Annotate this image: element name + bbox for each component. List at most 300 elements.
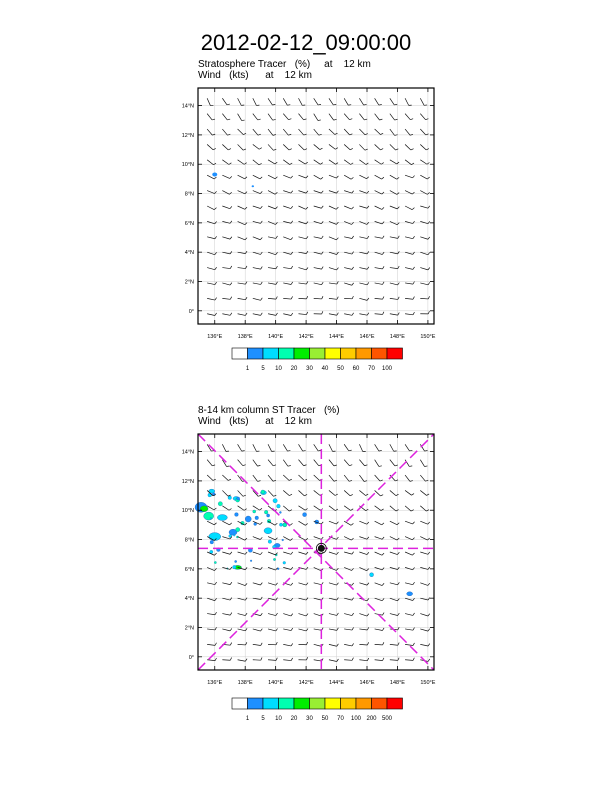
- wind-barb: [298, 160, 305, 164]
- wind-barb: [344, 175, 351, 179]
- wind-barb-flag: [398, 313, 400, 316]
- wind-barb: [222, 129, 227, 135]
- wind-barb: [329, 475, 334, 481]
- wind-barb: [207, 252, 215, 254]
- wind-barb: [298, 283, 306, 284]
- wind-barb: [344, 237, 352, 239]
- lat-tick-label: 2°N: [184, 279, 194, 286]
- wind-barb: [238, 444, 242, 451]
- wind-barb: [405, 644, 413, 645]
- wind-barb: [222, 629, 230, 631]
- wind-barb: [405, 98, 409, 105]
- wind-barb: [359, 490, 365, 495]
- wind-barb-flag: [382, 613, 384, 616]
- wind-barb: [314, 506, 321, 511]
- wind-barb: [238, 144, 244, 150]
- wind-barb: [314, 283, 322, 285]
- wind-barb-flag: [230, 643, 231, 646]
- tracer-contour: [283, 523, 287, 527]
- wind-barb-flag: [303, 451, 306, 452]
- wind-barb: [253, 475, 258, 481]
- colorbar-label: 1: [245, 366, 250, 372]
- wind-barb: [268, 583, 276, 585]
- wind-barb: [253, 444, 257, 451]
- tracer-contour: [252, 185, 254, 187]
- wind-barb: [268, 98, 272, 105]
- wind-barb: [298, 191, 306, 194]
- wind-barb: [283, 475, 289, 480]
- tracer-speck: [210, 518, 212, 520]
- wind-barb: [283, 252, 291, 254]
- wind-barb-flag: [289, 119, 292, 120]
- wind-barb-flag: [291, 206, 293, 208]
- wind-barb: [375, 660, 383, 661]
- wind-barb: [253, 191, 260, 194]
- wind-barb-flag: [229, 523, 231, 525]
- wind-barb: [405, 175, 413, 178]
- wind-barb: [268, 629, 276, 631]
- wind-barb-flag: [397, 177, 399, 179]
- center-marker: [318, 545, 325, 552]
- wind-barb: [405, 314, 413, 315]
- wind-barb-flag: [245, 613, 247, 615]
- wind-barb: [375, 129, 381, 135]
- wind-barb: [238, 283, 246, 284]
- wind-barb-flag: [230, 297, 231, 300]
- colorbar-swatch: [387, 698, 403, 709]
- wind-barb-flag: [260, 177, 262, 179]
- wind-barb: [344, 629, 352, 630]
- wind-barb-flag: [322, 236, 324, 239]
- wind-barb: [238, 314, 246, 316]
- colorbar-swatch: [356, 348, 372, 359]
- lat-tick-label: 12°N: [181, 478, 194, 485]
- wind-barb: [222, 567, 230, 569]
- wind-barb: [359, 268, 367, 270]
- wind-barb: [329, 129, 335, 134]
- wind-barb: [238, 552, 246, 554]
- wind-barb-flag: [410, 119, 413, 120]
- wind-barb-flag: [367, 614, 369, 616]
- lat-tick-label: 14°N: [181, 103, 194, 110]
- wind-barb: [420, 475, 425, 481]
- wind-barb: [359, 98, 363, 105]
- wind-barb: [375, 237, 383, 239]
- wind-barb: [314, 98, 318, 105]
- colorbar-label: 200: [366, 716, 377, 722]
- wind-barb: [390, 237, 398, 239]
- wind-barb: [314, 129, 319, 135]
- wind-barb: [238, 460, 243, 466]
- wind-barb: [344, 598, 352, 600]
- wind-barb-flag: [272, 104, 275, 105]
- wind-barb: [314, 475, 320, 480]
- tracer-speck: [214, 561, 216, 563]
- tracer-speck: [218, 502, 222, 506]
- wind-barb-flag: [288, 465, 291, 466]
- wind-barb-flag: [321, 191, 323, 193]
- wind-barb: [222, 583, 230, 585]
- wind-barb: [344, 206, 351, 209]
- wind-barb: [405, 598, 413, 600]
- wind-barb: [238, 644, 246, 645]
- tracer-speck: [273, 558, 275, 560]
- colorbar-swatch: [248, 348, 264, 359]
- wind-barb-flag: [321, 522, 323, 524]
- wind-barb: [329, 314, 337, 315]
- wind-barb-flag: [258, 119, 261, 120]
- wind-barb: [253, 206, 261, 208]
- wind-barb: [329, 444, 333, 451]
- wind-barb: [268, 160, 275, 164]
- wind-barb-flag: [428, 552, 430, 554]
- wind-barb: [222, 298, 230, 299]
- wind-barb: [253, 537, 260, 540]
- wind-barb-flag: [367, 583, 369, 585]
- wind-barb: [314, 221, 322, 223]
- wind-barb-flag: [276, 296, 277, 299]
- wind-barb-flag: [382, 236, 384, 239]
- wind-barb: [222, 506, 229, 510]
- wind-barb-flag: [243, 133, 246, 134]
- wind-barb: [253, 314, 261, 316]
- tracer-speck: [253, 510, 256, 513]
- wind-barb: [298, 490, 304, 495]
- wind-barb-flag: [367, 537, 369, 539]
- wind-barb-flag: [337, 252, 339, 254]
- wind-barb-flag: [230, 658, 231, 661]
- wind-barb: [283, 614, 291, 616]
- wind-barb: [420, 583, 428, 586]
- lon-tick-label: 148°E: [389, 334, 405, 340]
- wind-barb-flag: [260, 206, 262, 208]
- wind-barb-flag: [287, 451, 290, 452]
- colorbar-label: 70: [337, 716, 344, 722]
- wind-barb-flag: [213, 479, 216, 480]
- wind-barb-flag: [230, 628, 232, 630]
- wind-barb-flag: [215, 282, 217, 285]
- wind-barb: [375, 490, 381, 495]
- wind-barb-flag: [215, 598, 217, 600]
- wind-barb-flag: [245, 567, 247, 569]
- wind-barb: [344, 614, 352, 616]
- wind-barb: [329, 283, 337, 284]
- wind-barb: [375, 98, 379, 105]
- wind-barb: [344, 98, 348, 105]
- wind-barb: [314, 629, 322, 630]
- wind-barb: [268, 614, 276, 616]
- wind-barb-flag: [409, 450, 412, 451]
- wind-barb: [283, 444, 287, 451]
- wind-barb-flag: [412, 553, 414, 555]
- wind-barb-flag: [352, 552, 354, 554]
- wind-barb: [314, 160, 321, 165]
- wind-barb: [359, 144, 365, 150]
- wind-barb-flag: [425, 450, 428, 451]
- wind-barb: [268, 114, 273, 121]
- wind-barb: [238, 237, 245, 240]
- wind-barb-flag: [230, 313, 232, 316]
- wind-barb: [390, 567, 398, 569]
- wind-barb: [405, 660, 413, 661]
- wind-barb: [390, 283, 398, 285]
- wind-barb-flag: [273, 119, 276, 120]
- wind-barb-flag: [383, 266, 385, 269]
- wind-barb-flag: [382, 628, 384, 631]
- wind-barb-flag: [306, 296, 307, 299]
- colorbar-label: 60: [352, 366, 360, 372]
- wind-barb-flag: [367, 658, 368, 661]
- wind-barb: [375, 506, 381, 511]
- wind-barb: [268, 144, 273, 150]
- wind-barb: [359, 444, 362, 451]
- map-panel-column-st-tracer: [182, 434, 436, 686]
- tracer-speck: [235, 513, 239, 517]
- wind-barb: [420, 206, 428, 208]
- wind-barb: [283, 175, 290, 178]
- wind-barb: [390, 298, 398, 299]
- wind-barb: [405, 237, 413, 239]
- wind-barb-flag: [261, 313, 263, 316]
- wind-barb: [359, 460, 364, 466]
- wind-barb-flag: [349, 119, 352, 120]
- wind-barb: [359, 283, 367, 285]
- wind-barb: [238, 598, 246, 600]
- wind-barb-flag: [261, 643, 262, 646]
- wind-barb-flag: [245, 282, 247, 285]
- wind-barb-flag: [412, 494, 415, 496]
- wind-barb: [314, 614, 322, 617]
- wind-barb-flag: [246, 642, 247, 645]
- wind-barb-flag: [306, 281, 307, 284]
- wind-barb: [344, 114, 349, 120]
- wind-barb: [344, 144, 350, 149]
- wind-barb: [283, 660, 291, 661]
- wind-barb: [207, 475, 213, 480]
- wind-barb-flag: [428, 237, 430, 239]
- wind-barb: [283, 268, 291, 269]
- wind-barb: [420, 160, 427, 164]
- wind-barb-flag: [291, 583, 293, 585]
- wind-barb-flag: [215, 298, 217, 301]
- wind-barb: [253, 114, 258, 120]
- wind-barb: [298, 614, 306, 616]
- wind-barb: [207, 283, 215, 285]
- wind-barb-flag: [228, 149, 231, 150]
- wind-barb: [268, 252, 276, 254]
- wind-barb-flag: [413, 643, 414, 646]
- wind-barb: [283, 298, 291, 299]
- colorbar-label: 20: [290, 716, 298, 722]
- wind-barb: [298, 314, 306, 315]
- wind-barb-flag: [397, 162, 399, 164]
- wind-barb-flag: [291, 191, 293, 193]
- lon-tick-label: 146°E: [359, 680, 375, 686]
- wind-barb: [329, 298, 337, 299]
- wind-barb: [329, 252, 337, 254]
- wind-barb-flag: [306, 657, 307, 660]
- wind-barb-flag: [304, 149, 307, 150]
- lon-tick-label: 136°E: [207, 334, 223, 340]
- lon-tick-label: 146°E: [359, 334, 375, 340]
- wind-barb: [405, 298, 413, 299]
- wind-barb: [314, 237, 322, 239]
- wind-barb-flag: [333, 104, 336, 105]
- wind-barb: [329, 98, 333, 105]
- wind-barb: [268, 237, 276, 239]
- wind-barb-flag: [413, 598, 415, 600]
- tracer-speck: [264, 510, 268, 514]
- wind-barb-flag: [395, 119, 398, 120]
- lat-tick-label: 8°N: [184, 191, 194, 198]
- wind-barb-flag: [318, 104, 321, 105]
- tracer-contour: [204, 512, 214, 520]
- wind-barb-flag: [230, 582, 232, 584]
- colorbar-swatch: [294, 698, 310, 709]
- colorbar-swatch: [232, 348, 248, 359]
- lat-tick-label: 6°N: [184, 566, 194, 573]
- wind-barb: [298, 175, 305, 178]
- wind-barb: [253, 283, 261, 284]
- wind-barb-flag: [291, 552, 293, 554]
- wind-barb-flag: [337, 613, 339, 615]
- wind-barb: [238, 114, 242, 121]
- wind-barb-flag: [230, 283, 232, 285]
- wind-barb: [283, 552, 291, 554]
- wind-barb-flag: [337, 659, 339, 661]
- wind-barb-flag: [230, 237, 232, 239]
- wind-barb: [375, 175, 382, 179]
- wind-barb: [390, 129, 395, 135]
- wind-barb: [207, 191, 214, 194]
- wind-barb-flag: [337, 297, 338, 300]
- wind-barb: [238, 614, 246, 616]
- wind-barb: [375, 114, 380, 120]
- wind-barb-flag: [291, 313, 293, 315]
- wind-barb-flag: [365, 149, 368, 150]
- wind-barb-flag: [337, 644, 339, 646]
- wind-barb: [329, 191, 337, 194]
- tracer-speck: [228, 496, 232, 500]
- wind-barb: [420, 283, 428, 285]
- lon-tick-label: 136°E: [207, 680, 223, 686]
- wind-barb: [359, 552, 367, 555]
- wind-barb: [359, 114, 364, 120]
- wind-barb: [283, 98, 287, 105]
- wind-barb-flag: [215, 236, 217, 238]
- colorbar-label: 20: [290, 366, 298, 372]
- main-title: 2012-02-12_09:00:00: [200, 30, 412, 55]
- wind-barb: [207, 460, 212, 466]
- wind-barb: [329, 144, 335, 149]
- wind-barb-flag: [398, 251, 400, 254]
- tracer-speck: [255, 516, 259, 520]
- wind-barb-flag: [397, 552, 399, 554]
- wind-barb: [222, 237, 230, 239]
- wind-barb: [253, 252, 261, 254]
- wind-barb-flag: [411, 149, 414, 150]
- wind-barb: [405, 160, 411, 165]
- wind-barb: [375, 444, 379, 451]
- wind-barb: [314, 644, 322, 646]
- wind-barb-flag: [335, 133, 338, 134]
- wind-barb: [207, 298, 215, 300]
- colorbar-swatch: [248, 698, 264, 709]
- colorbar-swatch: [341, 348, 357, 359]
- wind-barb-flag: [352, 207, 354, 209]
- wind-barb: [405, 521, 413, 524]
- wind-barb: [298, 506, 305, 510]
- wind-barb-flag: [337, 191, 339, 193]
- wind-barb-flag: [246, 266, 247, 269]
- lat-tick-label: 10°N: [181, 508, 194, 515]
- wind-barb-flag: [304, 479, 307, 480]
- wind-barb: [207, 314, 215, 316]
- lon-tick-label: 140°E: [268, 334, 284, 340]
- tracer-speck: [237, 497, 240, 500]
- wind-barb: [405, 629, 413, 630]
- wind-barb-flag: [215, 313, 217, 315]
- wind-barb-flag: [382, 553, 384, 555]
- wind-barb-flag: [380, 149, 383, 150]
- wind-barb: [329, 160, 336, 165]
- wind-barb-flag: [260, 537, 262, 539]
- wind-barb-flag: [289, 479, 292, 480]
- wind-barb: [314, 206, 322, 208]
- panel1-title-line1: Stratosphere Tracer (%) at 12 km: [198, 59, 371, 70]
- wind-barb: [375, 268, 383, 269]
- wind-barb: [390, 114, 395, 120]
- lat-tick-label: 10°N: [181, 162, 194, 169]
- wind-barb: [298, 206, 305, 209]
- wind-barb-flag: [229, 192, 231, 194]
- wind-barb-flag: [349, 480, 352, 481]
- wind-barb-flag: [382, 177, 384, 179]
- colorbar-label: 10: [275, 716, 282, 722]
- wind-barb-flag: [273, 135, 276, 136]
- wind-barb-flag: [352, 283, 354, 285]
- wind-barb: [390, 98, 394, 105]
- wind-barb: [207, 629, 215, 630]
- wind-barb-flag: [379, 105, 382, 106]
- wind-barb-flag: [213, 148, 216, 149]
- colorbar-column-st-tracer: [232, 698, 403, 722]
- wind-barb-flag: [260, 238, 262, 240]
- wind-barb-flag: [367, 267, 369, 270]
- wind-barb: [329, 206, 336, 209]
- wind-barb-flag: [337, 552, 339, 554]
- wind-barb-flag: [413, 628, 415, 631]
- wind-barb-flag: [321, 537, 323, 539]
- wind-barb-flag: [230, 251, 232, 254]
- wind-barb: [238, 129, 244, 135]
- wind-barb-flag: [276, 658, 277, 661]
- wind-barb-flag: [380, 119, 383, 120]
- lat-tick-label: 8°N: [184, 537, 194, 544]
- wind-barb-flag: [428, 659, 430, 661]
- wind-barb-flag: [383, 642, 384, 645]
- lon-tick-label: 142°E: [298, 334, 314, 340]
- colorbar-label: 1: [245, 716, 250, 722]
- wind-barb-flag: [367, 642, 368, 645]
- wind-barb: [298, 298, 306, 299]
- tracer-contour: [370, 573, 374, 577]
- wind-barb: [253, 237, 260, 240]
- wind-barb-flag: [306, 236, 308, 238]
- colorbar-label: 30: [306, 366, 313, 372]
- wind-barb-flag: [379, 450, 382, 451]
- wind-barb-flag: [260, 191, 262, 193]
